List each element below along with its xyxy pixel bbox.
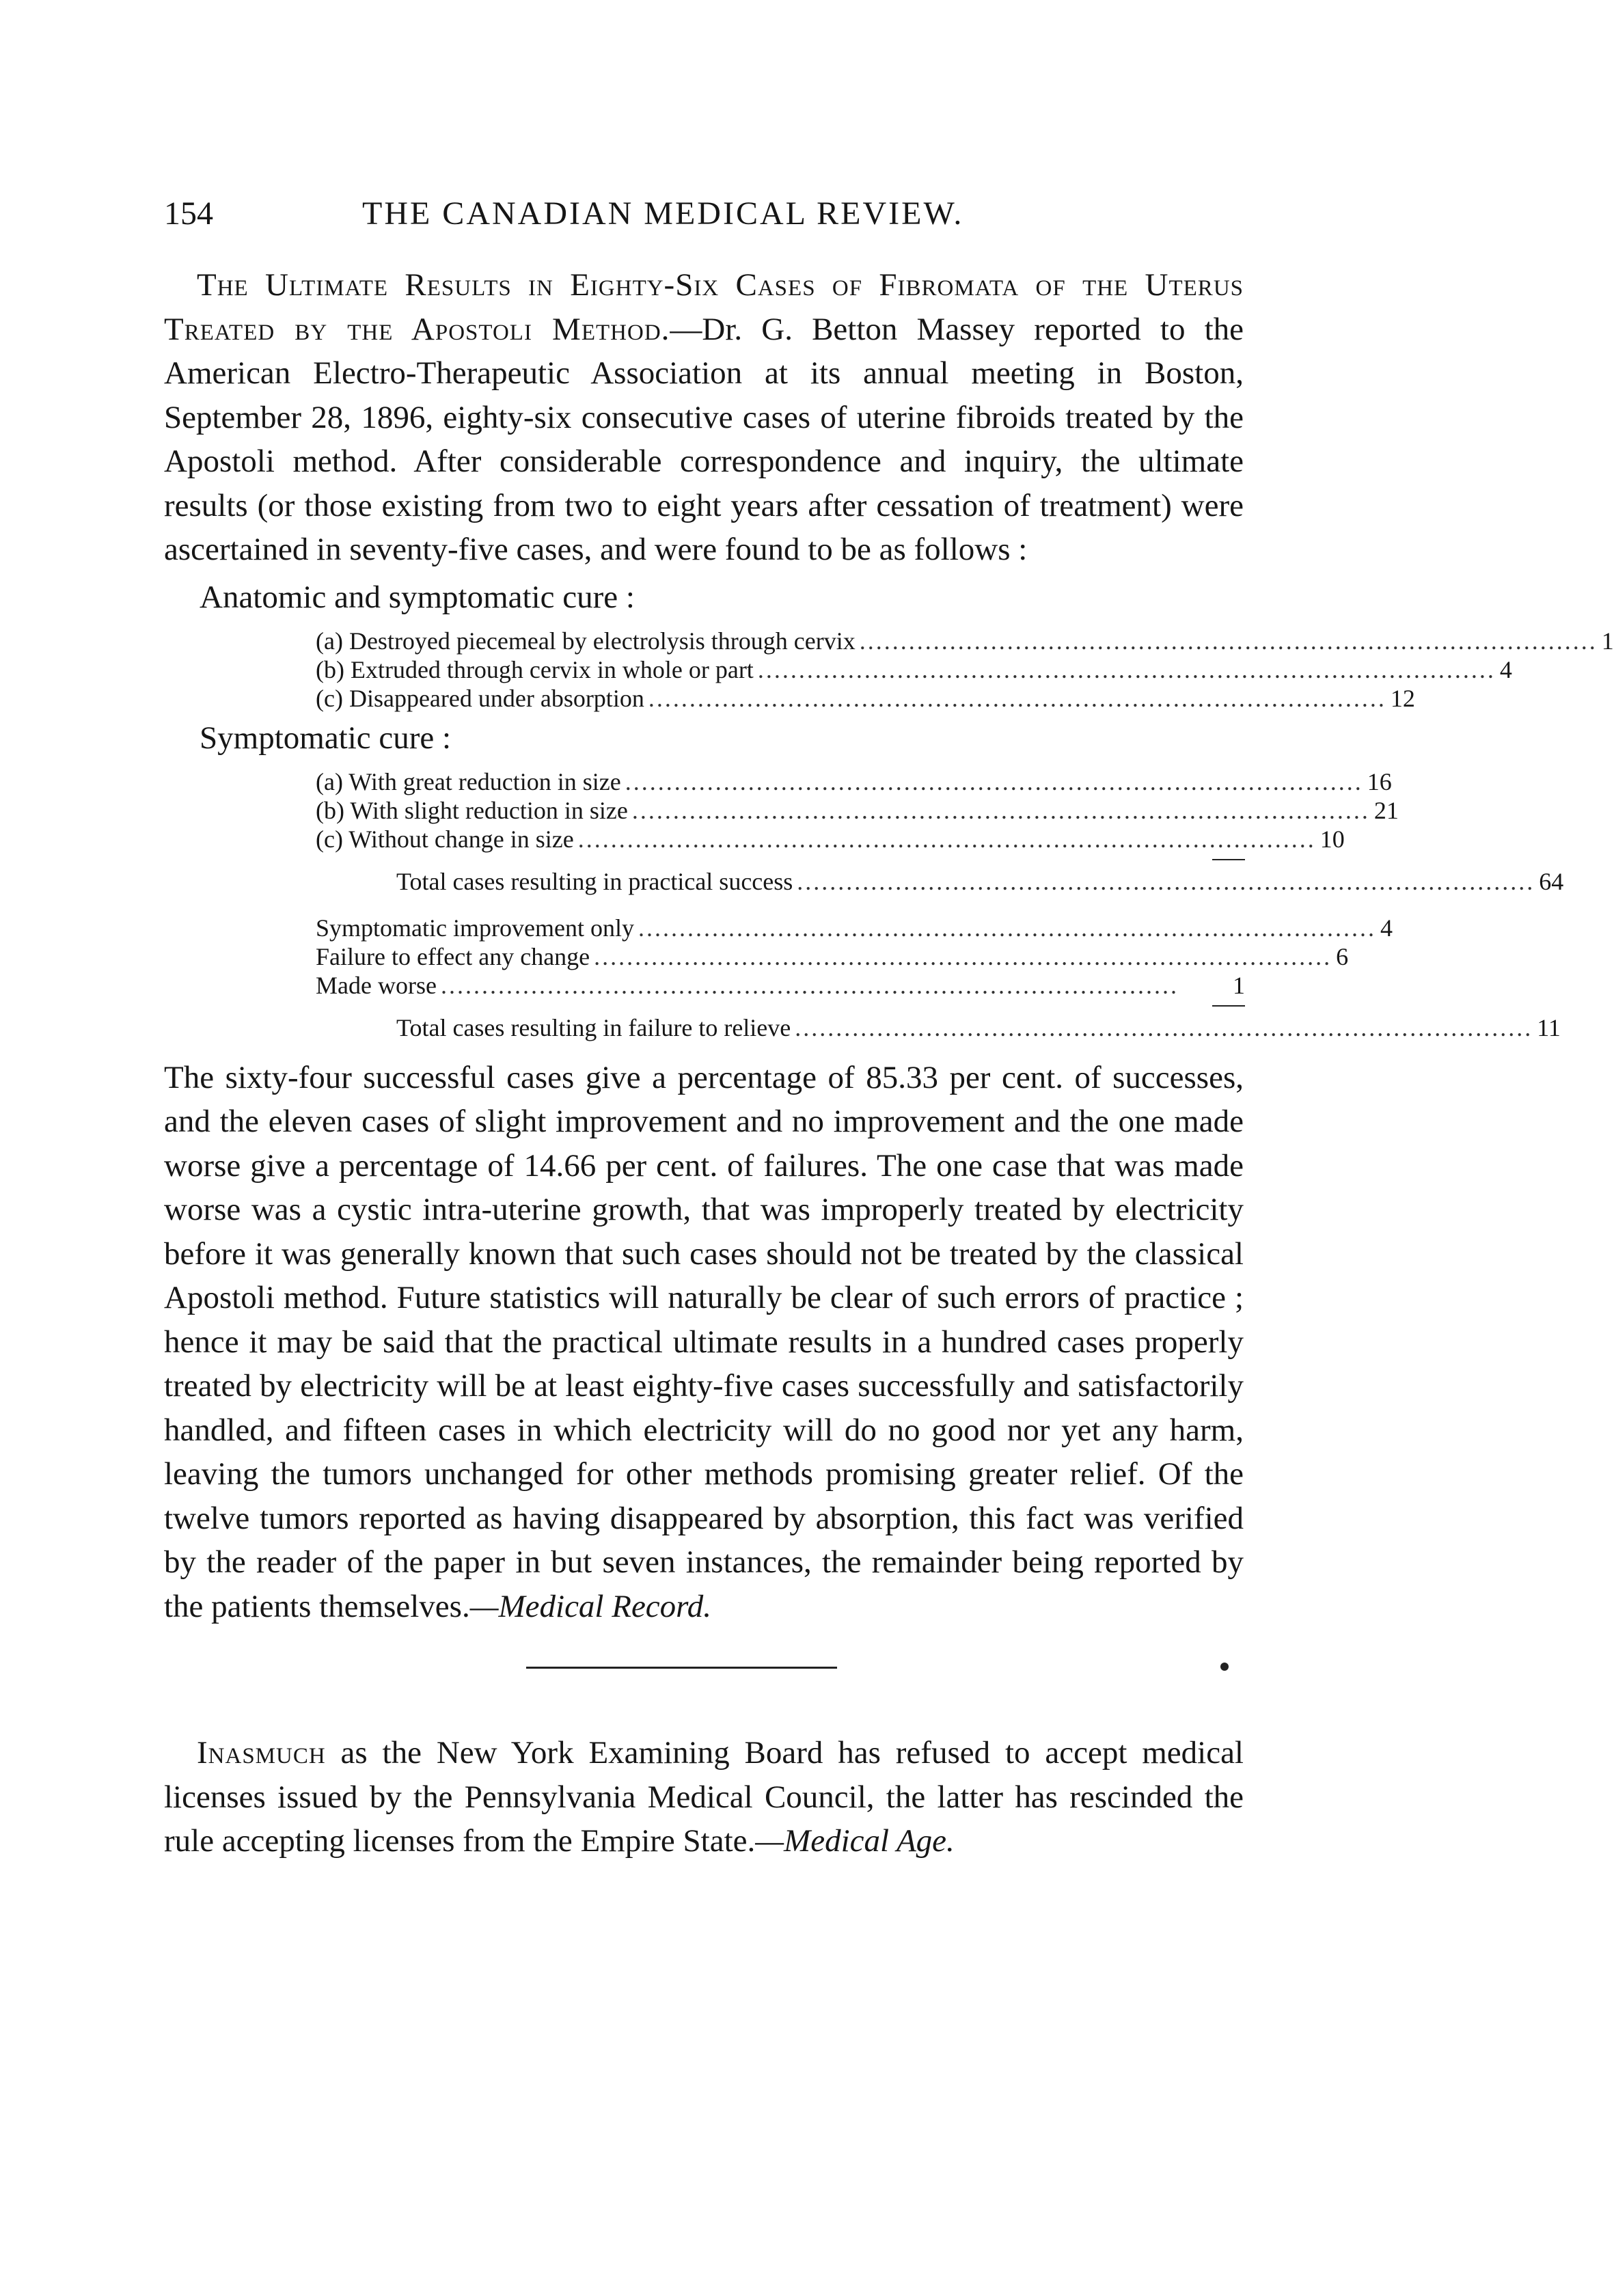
list-item-value: 4 <box>1499 655 1512 683</box>
conclusion-paragraph <box>164 1056 1244 1629</box>
list-item-label: (a) With great reduction in size <box>316 767 621 795</box>
list-item <box>316 684 1415 713</box>
dot-leader: .......................................................................................... <box>440 971 1179 999</box>
list-item <box>316 767 1392 796</box>
list-item-label: Symptomatic improvement only <box>316 914 634 942</box>
list-item-value: 12 <box>1390 684 1415 712</box>
source-citation: —Medical Age. <box>755 1823 955 1859</box>
list-item-value: 6 <box>1336 942 1349 970</box>
list-item-label: (c) Without change in size <box>316 825 574 853</box>
spacer <box>316 896 1245 914</box>
list-item <box>316 627 1614 655</box>
dot-leader: .......................................................................................... <box>757 655 1496 683</box>
running-head <box>164 195 1244 243</box>
list-item-value: 1 <box>1233 971 1245 999</box>
dot-leader: .......................................................................................... <box>625 767 1363 795</box>
list-item <box>316 971 1245 1000</box>
list-item-label: (c) Disappeared under absorption <box>316 684 644 712</box>
list-item <box>316 914 1393 942</box>
list-item <box>316 796 1399 825</box>
article-title: The Ultimate Results in Eighty-Six Cases of Fibromata of the Uterus Treated by the Apostoli Method. <box>164 267 1244 347</box>
news-lead: Inasmuch <box>197 1735 326 1771</box>
total-label: Total cases resulting in practical success <box>396 867 793 895</box>
sum-rule <box>1212 1005 1245 1007</box>
article-text <box>164 263 1614 1863</box>
article-intro: —Dr. G. Betton Massey reported to the American Electro-Therapeutic Association at its annual meeting in Boston, September 28, 1896, eighty-six consecutive cases of uterine fibroids treated by the Apostoli method. After considerable correspondence and inquiry, the ultimate results (or those existing from two to eight years after cessation of treatment) were ascertained in seventy-five cases, and were found to be as follows : <box>164 311 1244 567</box>
dot-leader: .......................................................................................... <box>577 825 1316 853</box>
conclusion-text: The sixty-four successful cases give a percentage of 85.33 per cent. of successes, and the eleven cases of slight improvement and no improvement and the one made worse give a percentage of 14.66 per cent. of failures. The one case that was made worse was a cystic intra-uterine growth, that was improperly treated by electricity before it was generally known that such cases should not be treated by the classical Apostoli method. Future statistics will naturally be clear of such errors of practice ; hence it may be said that the practical ultimate results in a hundred cases properly treated by electricity will be at least eighty-five cases successfully and satisfactorily handled, and fifteen cases in which electricity will do no good nor yet any harm, leaving the tumors unchanged for other methods promising greater relief. Of the twelve tumors reported as having disappeared by absorption, this fact was verified by the reader of the paper in but seven instances, the remainder being reported by the patients themselves. <box>164 1059 1244 1624</box>
article-intro-paragraph <box>164 263 1244 572</box>
total-row <box>316 867 1564 896</box>
sum-rule <box>1212 859 1245 860</box>
list-item-value: 1 <box>1601 627 1614 655</box>
list-item <box>316 655 1512 684</box>
list-item-label: (b) With slight reduction in size <box>316 796 628 824</box>
list-item-label: Made worse <box>316 971 437 999</box>
dot-leader: .......................................................................................... <box>648 684 1386 712</box>
total-row <box>316 1013 1561 1042</box>
dot-leader: .......................................................................................... <box>797 867 1535 895</box>
dot-leader: .......................................................................................... <box>631 796 1370 824</box>
anatomic-list <box>316 627 1614 713</box>
list-item-value: 10 <box>1319 825 1345 853</box>
page-number: 154 <box>164 195 213 232</box>
list-item <box>316 825 1345 853</box>
symptomatic-heading: Symptomatic cure : <box>200 720 452 756</box>
list-item-value: 4 <box>1380 914 1393 942</box>
dot-leader: .......................................................................................... <box>638 914 1376 942</box>
symptomatic-list <box>316 767 1564 1042</box>
total-value: 64 <box>1539 867 1564 895</box>
journal-title: THE CANADIAN MEDICAL REVIEW. <box>362 195 964 232</box>
divider-rule <box>526 1667 837 1669</box>
anatomic-heading: Anatomic and symptomatic cure : <box>200 579 635 615</box>
section-divider <box>164 1628 1244 1704</box>
news-body: as the New York Examining Board has refused to accept medical licenses issued by the Pennsylvania Medical Council, the latter has rescinded the rule accepting licenses from the Empire State. <box>164 1735 1244 1859</box>
news-paragraph <box>164 1731 1244 1863</box>
list-item-value: 21 <box>1373 796 1399 824</box>
list-item-label: Failure to effect any change <box>316 942 590 970</box>
list-item <box>316 942 1349 971</box>
list-item-value: 16 <box>1367 767 1392 795</box>
list-item-label: (a) Destroyed piecemeal by electrolysis through cervix <box>316 627 856 655</box>
dot-leader: .......................................................................................... <box>594 942 1332 970</box>
source-citation: —Medical Record. <box>469 1588 711 1624</box>
total-label: Total cases resulting in failure to relieve <box>396 1013 791 1041</box>
list-item-label: (b) Extruded through cervix in whole or part <box>316 655 754 683</box>
bullet-dot-icon <box>1220 1663 1229 1671</box>
dot-leader: .......................................................................................... <box>795 1013 1533 1041</box>
total-value: 11 <box>1537 1013 1561 1041</box>
dot-leader: .......................................................................................... <box>859 627 1598 655</box>
